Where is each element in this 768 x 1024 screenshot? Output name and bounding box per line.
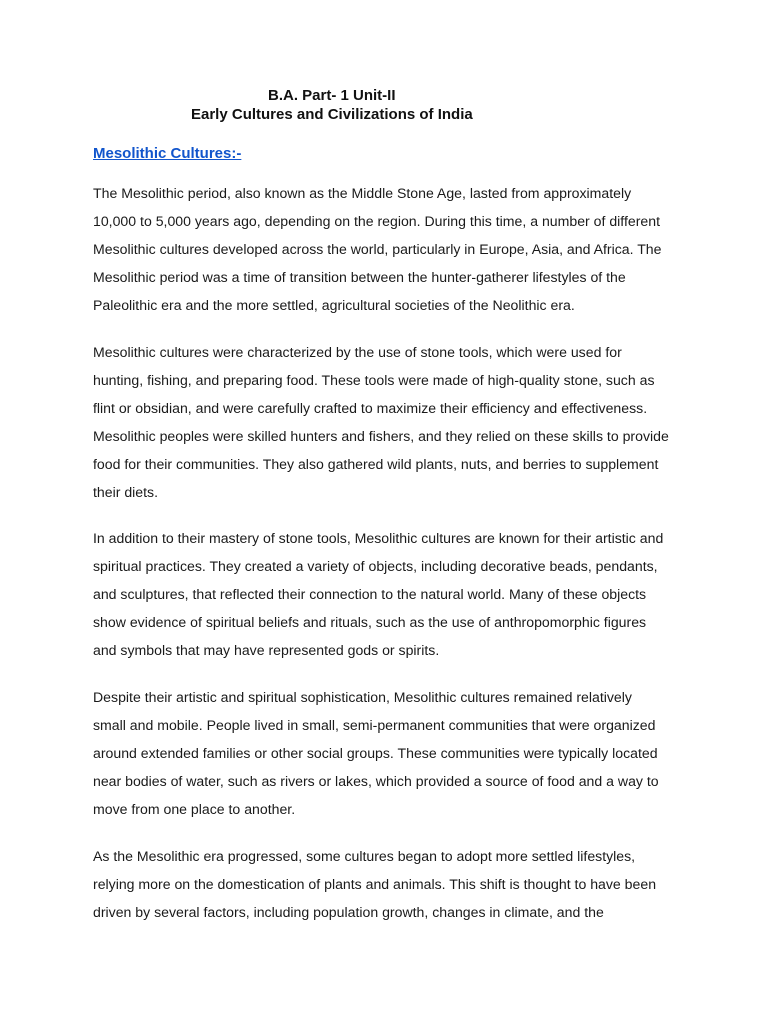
document-title-line-2: Early Cultures and Civilizations of India xyxy=(191,106,473,123)
paragraph-line: In addition to their mastery of stone tools, Mesolithic cultures are known for their artistic and xyxy=(93,530,664,546)
paragraph-line: Mesolithic peoples were skilled hunters and fishers, and they relied on these skills to provide xyxy=(93,428,669,445)
paragraph-line: near bodies of water, such as rivers or lakes, which provided a source of food and a way to xyxy=(93,773,659,790)
document-title-line-1: B.A. Part- 1 Unit-II xyxy=(268,87,396,104)
paragraph-line: and sculptures, that reflected their connection to the natural world. Many of these objects xyxy=(93,586,647,603)
paragraph-5 xyxy=(93,842,693,926)
paragraph-line: Despite their artistic and spiritual sophistication, Mesolithic cultures remained relatively xyxy=(93,689,632,705)
paragraph-3 xyxy=(93,524,693,664)
paragraph-4 xyxy=(93,683,693,823)
paragraph-line: 10,000 to 5,000 years ago, depending on the region. During this time, a number of different xyxy=(93,213,660,230)
paragraph-line: show evidence of spiritual beliefs and rituals, such as the use of anthropomorphic figures xyxy=(93,614,647,631)
paragraph-line: The Mesolithic period, also known as the Middle Stone Age, lasted from approximately xyxy=(93,185,632,201)
paragraph-line: move from one place to another. xyxy=(93,801,296,818)
paragraph-line: food for their communities. They also gathered wild plants, nuts, and berries to supplement xyxy=(93,456,659,473)
paragraph-line: and symbols that may have represented gods or spirits. xyxy=(93,642,440,659)
paragraph-line: their diets. xyxy=(93,484,159,501)
paragraph-line: flint or obsidian, and were carefully crafted to maximize their efficiency and effectiveness. xyxy=(93,400,648,417)
paragraph-line: Paleolithic era and the more settled, agricultural societies of the Neolithic era. xyxy=(93,297,575,314)
paragraph-2 xyxy=(93,338,693,507)
paragraph-line: Mesolithic period was a time of transition between the hunter-gatherer lifestyles of the xyxy=(93,269,626,286)
paragraph-line: spiritual practices. They created a variety of objects, including decorative beads, pendants, xyxy=(93,558,658,575)
paragraph-line: around extended families or other social groups. These communities were typically located xyxy=(93,745,658,762)
paragraph-line: As the Mesolithic era progressed, some cultures began to adopt more settled lifestyles, xyxy=(93,848,636,864)
paragraph-line: driven by several factors, including population growth, changes in climate, and the xyxy=(93,904,604,921)
paragraph-line: hunting, fishing, and preparing food. These tools were made of high-quality stone, such as xyxy=(93,372,655,389)
paragraph-line: Mesolithic cultures developed across the world, particularly in Europe, Asia, and Africa. The xyxy=(93,241,662,258)
paragraph-1 xyxy=(93,179,693,319)
paragraph-line: small and mobile. People lived in small, semi-permanent communities that were organized xyxy=(93,717,656,734)
paragraph-line: relying more on the domestication of plants and animals. This shift is thought to have been xyxy=(93,876,657,893)
paragraph-line: Mesolithic cultures were characterized by the use of stone tools, which were used for xyxy=(93,344,622,360)
section-heading-link[interactable]: Mesolithic Cultures:- xyxy=(93,145,242,162)
